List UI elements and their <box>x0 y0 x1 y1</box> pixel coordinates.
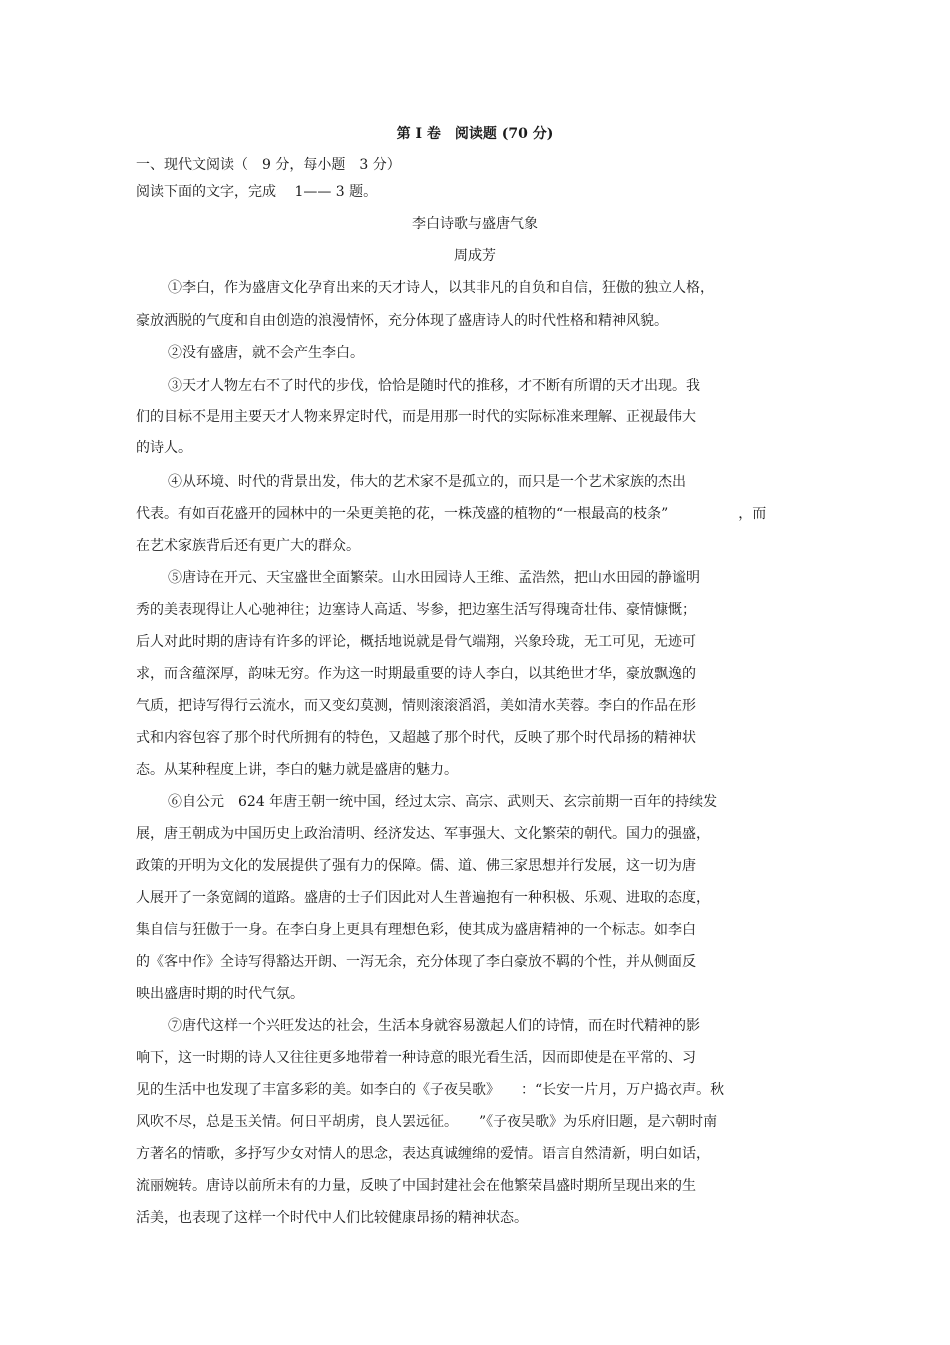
article-line: 映出盛唐时期的时代气氛。 <box>136 986 304 1002</box>
section-title: 第 I 卷 阅读题 (70 分) <box>396 126 554 142</box>
article-line: ④从环境、时代的背景出发，伟大的艺术家不是孤立的，而只是一个艺术家族的杰出 <box>168 474 686 490</box>
article-line: 活美，也表现了这样一个时代中人们比较健康昂扬的精神状态。 <box>136 1210 528 1226</box>
article-line: 求，而含蕴深厚，韵味无穷。作为这一时期最重要的诗人李白，以其绝世才华，豪放飘逸的 <box>136 666 696 682</box>
article-line: 代表。有如百花盛开的园林中的一朵更美艳的花，一株茂盛的植物的“一根最高的枝条” ，而 <box>136 506 767 522</box>
article-line: 态。从某种程度上讲，李白的魅力就是盛唐的魅力。 <box>136 762 458 778</box>
article-line: 人展开了一条宽阔的道路。盛唐的士子们因此对人生普遍抱有一种积极、乐观、进取的态度， <box>136 890 710 906</box>
article-line: 秀的美表现得让人心驰神往；边塞诗人高适、岑参，把边塞生活写得瑰奇壮伟、豪情慷慨； <box>136 602 696 618</box>
article-line: ⑦唐代这样一个兴旺发达的社会，生活本身就容易激起人们的诗情，而在时代精神的影 <box>168 1018 700 1034</box>
article-title: 李白诗歌与盛唐气象 <box>412 216 538 232</box>
article-line: ②没有盛唐，就不会产生李白。 <box>168 345 364 361</box>
article-line: 式和内容包容了那个时代所拥有的特色，又超越了那个时代，反映了那个时代昂扬的精神状 <box>136 730 696 746</box>
article-line: ③天才人物左右不了时代的步伐，恰恰是随时代的推移，才不断有所谓的天才出现。我 <box>168 378 700 394</box>
article-line: 方著名的情歌，多抒写少女对情人的思念，表达真诚缠绵的爱情。语言自然清新，明白如话， <box>136 1146 710 1162</box>
article-line: 展，唐王朝成为中国历史上政治清明、经济发达、军事强大、文化繁荣的朝代。国力的强盛， <box>136 826 710 842</box>
article-line: 们的目标不是用主要天才人物来界定时代，而是用那一时代的实际标准来理解、正视最伟大 <box>136 409 696 425</box>
article-line: ①李白，作为盛唐文化孕育出来的天才诗人，以其非凡的自负和自信，狂傲的独立人格， <box>168 280 714 296</box>
article-line: ⑤唐诗在开元、天宝盛世全面繁荣。山水田园诗人王维、孟浩然，把山水田园的静谧明 <box>168 570 700 586</box>
article-line: 后人对此时期的唐诗有许多的评论，概括地说就是骨气端翔，兴象玲珑，无工可见，无迹可 <box>136 634 696 650</box>
article-line: 在艺术家族背后还有更广大的群众。 <box>136 538 360 554</box>
article-line: 风吹不尽，总是玉关情。何日平胡虏，良人罢远征。 ”《子夜吴歌》为乐府旧题，是六朝时南 <box>136 1114 718 1130</box>
article-line: 气质，把诗写得行云流水，而又变幻莫测，情则滚滚滔滔，美如清水芙蓉。李白的作品在形 <box>136 698 696 714</box>
article-line: 的诗人。 <box>136 440 192 456</box>
part-heading: 一、现代文阅读（ 9 分，每小题 3 分） <box>136 157 401 173</box>
reading-instruction: 阅读下面的文字，完成 1—— 3 题。 <box>136 184 378 200</box>
article-line: 集自信与狂傲于一身。在李白身上更具有理想色彩，使其成为盛唐精神的一个标志。如李白 <box>136 922 696 938</box>
article-author: 周成芳 <box>454 248 496 264</box>
article-line: ⑥自公元 624 年唐王朝一统中国，经过太宗、高宗、武则天、玄宗前期一百年的持续发 <box>168 794 718 810</box>
article-line: 见的生活中也发现了丰富多彩的美。如李白的《子夜吴歌》 ：“长安一片月，万户捣衣声。秋 <box>136 1082 725 1098</box>
article-line: 政策的开明为文化的发展提供了强有力的保障。儒、道、佛三家思想并行发展，这一切为唐 <box>136 858 696 874</box>
article-line: 流丽婉转。唐诗以前所未有的力量，反映了中国封建社会在他繁荣昌盛时期所呈现出来的生 <box>136 1178 696 1194</box>
article-line: 响下，这一时期的诗人又往往更多地带着一种诗意的眼光看生活，因而即使是在平常的、习 <box>136 1050 696 1066</box>
article-line: 豪放洒脱的气度和自由创造的浪漫情怀，充分体现了盛唐诗人的时代性格和精神风貌。 <box>136 313 668 329</box>
article-line: 的《客中作》全诗写得豁达开朗、一泻无余，充分体现了李白豪放不羁的个性，并从侧面反 <box>136 954 696 970</box>
